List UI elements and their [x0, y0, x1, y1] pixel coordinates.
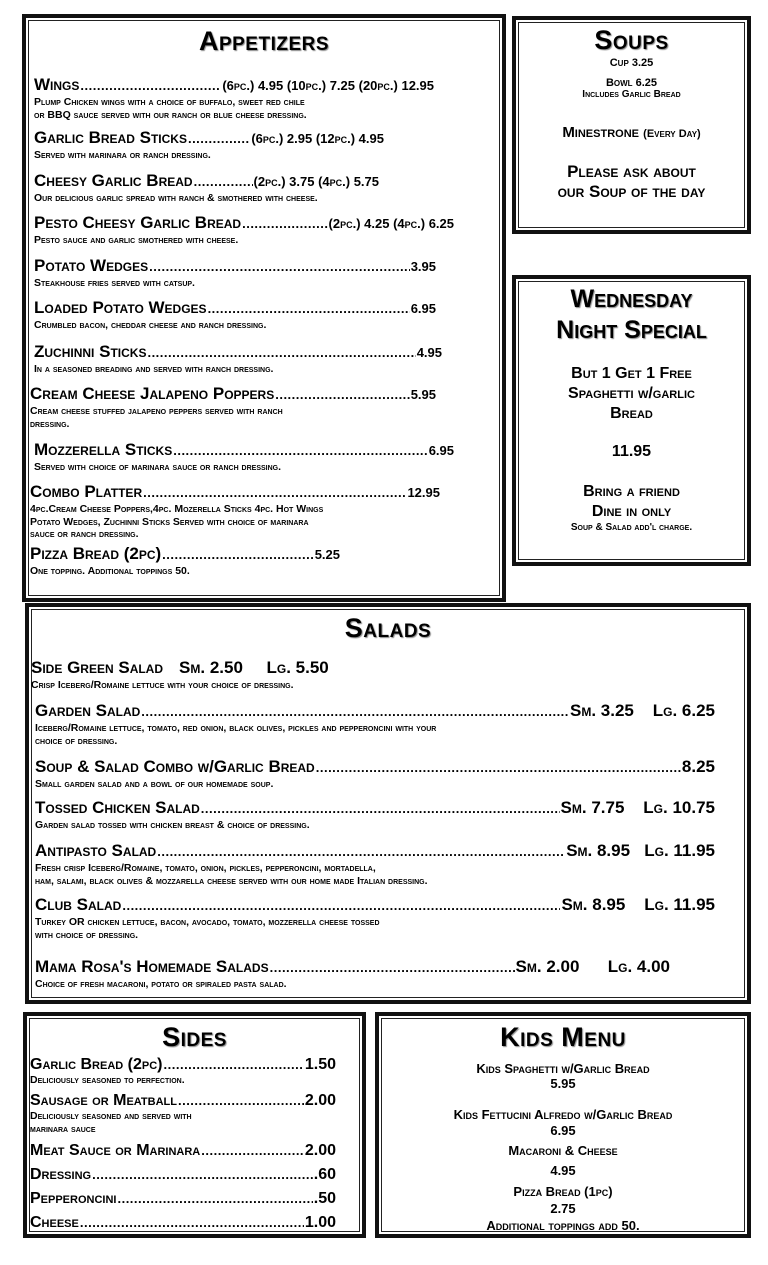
- salads-item: [35, 757, 715, 791]
- special-title-line1: Wednesday: [570, 285, 693, 313]
- leader-dots: [122, 896, 560, 915]
- item-description: In a seasoned breading and served with ranch dressing.: [34, 363, 274, 375]
- item-name: Meat Sauce or Marinara: [30, 1142, 201, 1159]
- item-name: Club Salad: [35, 895, 122, 914]
- item-description: Cream cheese stuffed jalapeno peppers served with ranch dressing.: [30, 405, 283, 430]
- item-name: Sausage or Meatball: [30, 1092, 177, 1109]
- soup-ask-line2: our Soup of the day: [557, 182, 706, 201]
- item-description: Deliciously seasoned to perfection.: [30, 1074, 185, 1086]
- leader-dots: [208, 299, 410, 318]
- kids-menu-line: Pizza Bread (1pc): [513, 1184, 613, 1199]
- kids-menu-line: Kids Fettucini Alfredo w/Garlic Bread: [453, 1107, 673, 1122]
- appetizers-item: [30, 482, 440, 541]
- item-price: 5.95: [410, 387, 436, 402]
- sides-section: [23, 1012, 366, 1238]
- kids-menu-line: 5.95: [550, 1076, 576, 1091]
- item-price: Sm. 2.00 Lg. 4.00: [515, 957, 670, 976]
- kids-menu-title: Kids Menu: [500, 1022, 626, 1052]
- soups-section: [512, 16, 751, 234]
- special-title-line2: Night Special: [556, 316, 707, 344]
- special-price: 11.95: [611, 443, 652, 460]
- leader-dots: [178, 1091, 304, 1110]
- salads-item: [35, 895, 715, 941]
- leader-dots: [92, 1165, 313, 1184]
- item-price: Sm. 8.95 Lg. 11.95: [561, 895, 715, 914]
- item-name-line: [30, 1213, 336, 1232]
- leader-dots: [162, 545, 314, 564]
- soup-ask-line1: Please ask about: [567, 162, 696, 181]
- salads-section: [25, 603, 751, 1004]
- kids-menu-line: Macaroni & Cheese: [508, 1143, 618, 1158]
- appetizers-item: [30, 544, 340, 578]
- sides-item: [30, 1189, 336, 1208]
- sides-item: [30, 1165, 336, 1184]
- item-description: Garden salad tossed with chicken breast & choice of dressing.: [35, 819, 310, 831]
- special-offer-line2: Spaghetti w/garlic: [568, 385, 695, 402]
- item-price: 1.00: [304, 1214, 336, 1231]
- salads-item: [35, 701, 715, 747]
- item-name: Cheesy Garlic Bread: [34, 171, 193, 190]
- item-price: Sm. 8.95 Lg. 11.95: [566, 841, 715, 860]
- leader-dots: [275, 385, 409, 404]
- wednesday-special-section: [512, 275, 751, 566]
- appetizers-title: Appetizers: [198, 26, 330, 56]
- leader-dots: [194, 172, 253, 191]
- item-name-line: [34, 342, 442, 362]
- item-name: Garlic Bread Sticks: [34, 128, 187, 147]
- item-name: Combo Platter: [30, 482, 143, 501]
- soups-title: Soups: [594, 25, 669, 55]
- item-description: Plump Chicken wings with a choice of buffalo, sweet red chile or BBQ sauce served with our ranch or blue cheese dressing.: [34, 96, 307, 121]
- item-name-line: [30, 1091, 336, 1110]
- item-price: 1.50: [304, 1056, 336, 1073]
- item-name-line: [34, 298, 436, 318]
- special-note-line2: Dine in only: [591, 503, 672, 520]
- item-description: Iceberg/Romaine lettuce, tomato, red onion, black olives, pickles and pepperoncini with your choice of dressing.: [35, 722, 437, 747]
- appetizers-item: [34, 171, 379, 205]
- sides-item: [30, 1055, 336, 1087]
- item-description: Turkey OR chicken lettuce, bacon, avocado, tomato, mozzerella cheese tossed with choice of dressing.: [35, 916, 380, 941]
- leader-dots: [147, 343, 415, 362]
- item-description: Fresh crisp Iceberg/Romaine, tomato, onion, pickles, pepperoncini, mortadella, ham, salami, black olives & mozzarella cheese served with our home made Italian dressing.: [35, 862, 428, 887]
- item-price: 6.95: [410, 301, 436, 316]
- leader-dots: [80, 1213, 304, 1232]
- item-name: Tossed Chicken Salad: [35, 798, 200, 817]
- item-price: Sm. 7.75 Lg. 10.75: [560, 798, 715, 817]
- soup-bowl-price: Bowl 6.25: [605, 77, 658, 89]
- item-price: (6pc.) 2.95 (12pc.) 4.95: [251, 131, 384, 146]
- kids-menu-line: 4.95: [550, 1163, 576, 1178]
- item-name-line: [30, 1141, 336, 1160]
- appetizers-item: [34, 440, 454, 474]
- appetizers-section: [22, 14, 506, 602]
- soup-bowl-note: Includes Garlic Bread: [582, 89, 681, 100]
- item-name-line: [35, 757, 715, 777]
- item-name: Pepperoncini: [30, 1190, 117, 1207]
- item-price: (2pc.) 3.75 (4pc.) 5.75: [253, 174, 379, 189]
- leader-dots: [149, 257, 410, 276]
- leader-dots: [173, 441, 427, 460]
- item-name-line: [34, 128, 384, 148]
- item-name: Pesto Cheesy Garlic Bread: [34, 213, 242, 232]
- item-name: Mama Rosa's Homemade Salads: [35, 957, 269, 976]
- soup-minestrone-name: Minestrone: [562, 124, 639, 141]
- leader-dots: [80, 76, 221, 95]
- item-name: Zuchinni Sticks: [34, 342, 147, 361]
- item-price: 2.00: [304, 1092, 336, 1109]
- item-price: 12.95: [407, 485, 440, 500]
- sides-item: [30, 1213, 336, 1232]
- item-description: Deliciously seasoned and served with marinara sauce: [30, 1110, 192, 1135]
- item-description: Served with choice of marinara sauce or ranch dressing.: [34, 461, 282, 473]
- sides-item: [30, 1091, 336, 1135]
- item-name: Garden Salad: [35, 701, 141, 720]
- leader-dots: [201, 799, 560, 818]
- item-description: Served with marinara or ranch dressing.: [34, 149, 211, 161]
- item-description: Steakhouse fries served with catsup.: [34, 277, 195, 289]
- leader-dots: [117, 1189, 312, 1208]
- item-price: .60: [313, 1166, 336, 1183]
- item-price: 5.25: [314, 547, 340, 562]
- item-name-line: [34, 75, 434, 95]
- item-name: Cream Cheese Jalapeno Poppers: [30, 384, 275, 403]
- item-price: Sm. 2.50 Lg. 5.50: [179, 658, 329, 677]
- appetizers-item: [34, 213, 454, 247]
- item-name-line: [34, 213, 454, 233]
- item-price: 6.95: [428, 443, 454, 458]
- item-description: Our delicious garlic spread with ranch & smothered with cheese.: [34, 192, 318, 204]
- item-name: Potato Wedges: [34, 256, 149, 275]
- item-name: Side Green Salad: [31, 658, 164, 677]
- item-name: Wings: [34, 75, 80, 94]
- item-description: Pesto sauce and garlic smothered with cheese.: [34, 234, 239, 246]
- item-name-line: [35, 957, 670, 977]
- salads-item: [35, 841, 715, 887]
- leader-dots: [270, 958, 515, 977]
- appetizers-item: [30, 384, 436, 430]
- leader-dots: [157, 842, 565, 861]
- soup-cup-price: Cup 3.25: [609, 57, 654, 69]
- item-name-line: [30, 1055, 336, 1074]
- appetizers-item: [34, 342, 442, 376]
- salads-item: [31, 658, 391, 692]
- item-name-line: [30, 544, 340, 564]
- soup-minestrone-note: (Every Day): [643, 128, 701, 140]
- leader-dots: [242, 214, 327, 233]
- item-name: Soup & Salad Combo w/Garlic Bread: [35, 757, 315, 776]
- item-name-line: [34, 440, 454, 460]
- kids-menu-line: Additional toppings add 50.: [486, 1218, 640, 1233]
- item-description: Small garden salad and a bowl of our homemade soup.: [35, 778, 274, 790]
- item-name: Loaded Potato Wedges: [34, 298, 207, 317]
- salads-item: [35, 798, 715, 832]
- leader-dots: [201, 1141, 304, 1160]
- appetizers-item: [34, 256, 436, 290]
- item-name: Antipasto Salad: [35, 841, 157, 860]
- kids-menu-line: 2.75: [550, 1201, 576, 1216]
- item-name-line: [31, 658, 391, 678]
- item-name-line: [34, 256, 436, 276]
- special-offer-line3: Bread: [610, 405, 653, 422]
- kids-menu-line: Kids Spaghetti w/Garlic Bread: [476, 1061, 650, 1076]
- leader-dots: [164, 1055, 304, 1074]
- sides-item: [30, 1141, 336, 1160]
- special-fine-print: Soup & Salad add'l charge.: [570, 522, 693, 533]
- item-name-line: [35, 841, 715, 861]
- item-name-line: [30, 384, 436, 404]
- item-price: (6pc.) 4.95 (10pc.) 7.25 (20pc.) 12.95: [222, 78, 434, 93]
- item-name: Mozzerella Sticks: [34, 440, 173, 459]
- special-offer-line1: But 1 Get 1 Free: [571, 365, 692, 382]
- leader-dots: [143, 483, 406, 502]
- item-price: .50: [313, 1190, 336, 1207]
- item-name-line: [30, 1165, 336, 1184]
- kids-menu-line: 6.95: [550, 1123, 576, 1138]
- item-price: 4.95: [416, 345, 442, 360]
- leader-dots: [316, 758, 681, 777]
- item-price: 2.00: [304, 1142, 336, 1159]
- item-description: Crumbled bacon, cheddar cheese and ranch dressing.: [34, 319, 267, 331]
- special-note-line1: Bring a friend: [583, 483, 680, 500]
- item-description: Choice of fresh macaroni, potato or spiraled pasta salad.: [35, 978, 287, 990]
- soup-minestrone: [516, 124, 747, 141]
- item-price: (2pc.) 4.25 (4pc.) 6.25: [328, 216, 454, 231]
- item-name-line: [35, 895, 715, 915]
- item-name-line: [35, 701, 715, 721]
- kids-menu-section: [375, 1012, 751, 1238]
- item-description: One topping. Additional toppings 50.: [30, 565, 190, 577]
- item-name-line: [30, 482, 440, 502]
- appetizers-item: [34, 128, 384, 162]
- salads-title: Salads: [344, 613, 432, 643]
- item-price: 3.95: [410, 259, 436, 274]
- sides-title: Sides: [162, 1022, 227, 1052]
- item-description: 4pc.Cream Cheese Poppers,4pc. Mozerella Sticks 4pc. Hot Wings Potato Wedges, Zuchinni Sticks Served with choice of marinara sauce or ranch dressing.: [30, 503, 324, 540]
- item-name-line: [34, 171, 379, 191]
- item-name: Garlic Bread (2pc): [30, 1056, 163, 1073]
- appetizers-item: [34, 298, 436, 332]
- leader-dots: [141, 702, 569, 721]
- item-price: 8.25: [681, 757, 715, 776]
- item-description: Crisp Iceberg/Romaine lettuce with your choice of dressing.: [31, 679, 294, 691]
- item-price: Sm. 3.25 Lg. 6.25: [569, 701, 715, 720]
- appetizers-item: [34, 75, 434, 121]
- item-name: Dressing: [30, 1166, 92, 1183]
- item-name-line: [30, 1189, 336, 1208]
- item-name: Cheese: [30, 1214, 79, 1231]
- leader-dots: [188, 129, 250, 148]
- salads-item: [35, 957, 670, 991]
- item-name: Pizza Bread (2pc): [30, 544, 162, 563]
- item-name-line: [35, 798, 715, 818]
